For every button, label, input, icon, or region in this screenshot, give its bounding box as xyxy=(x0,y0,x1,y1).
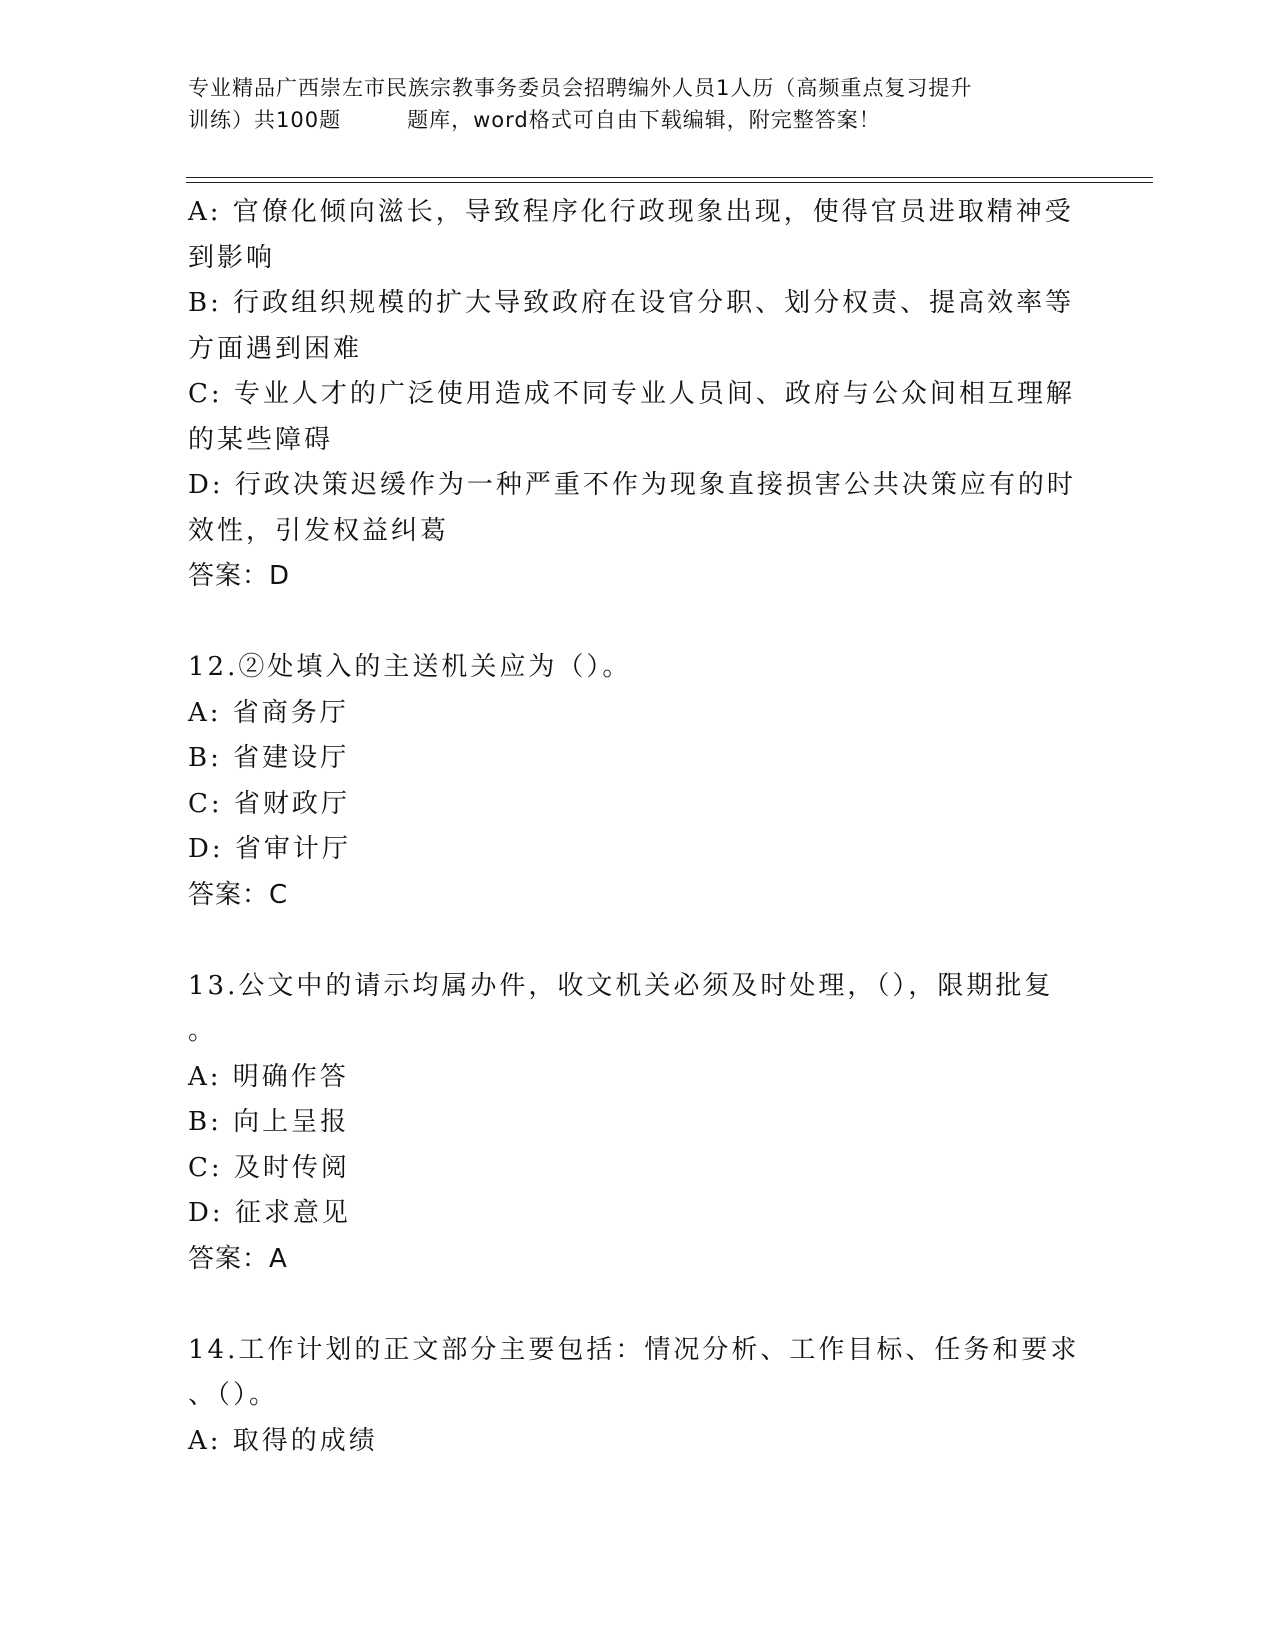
question-11-block xyxy=(188,190,1088,600)
document-body xyxy=(188,190,1088,1464)
q11-option-c-line-1: C: 专业人才的广泛使用造成不同专业人员间、政府与公众间相互理解 xyxy=(188,379,1075,409)
header-rule-bottom xyxy=(186,182,1153,183)
q13-option-a: A: 明确作答 xyxy=(188,1061,349,1092)
spacer xyxy=(188,600,1088,646)
question-13-block xyxy=(188,964,1088,1283)
q14-option-a: A: 取得的成绩 xyxy=(188,1425,378,1456)
q12-answer: 答案：C xyxy=(188,879,289,910)
header-rule-top xyxy=(186,177,1153,178)
question-14-block xyxy=(188,1328,1088,1465)
q14-question-line-2: 、（）。 xyxy=(188,1380,279,1410)
q11-option-b-line-1: B: 行政组织规模的扩大导致政府在设官分职、划分权责、提高效率等 xyxy=(188,288,1075,318)
question-12-block xyxy=(188,645,1088,918)
q11-option-d-line-1: D: 行政决策迟缓作为一种严重不作为现象直接损害公共决策应有的时 xyxy=(188,470,1076,500)
q13-option-c: C: 及时传阅 xyxy=(188,1152,350,1183)
header-title-line-2: 训练）共100题 题库，word格式可自由下载编辑，附完整答案！ xyxy=(188,108,881,132)
spacer xyxy=(188,1282,1088,1328)
spacer xyxy=(188,918,1088,964)
q12-option-d: D: 省审计厅 xyxy=(188,834,351,864)
q11-option-a-line-2: 到影响 xyxy=(188,242,276,273)
q13-option-d: D: 征求意见 xyxy=(188,1198,351,1228)
q13-question-line-1: 13.公文中的请示均属办件，收文机关必须及时处理，（），限期批复 xyxy=(188,970,1054,1001)
q11-option-d-line-2: 效性，引发权益纠葛 xyxy=(188,515,450,546)
q13-question-line-2: 。 xyxy=(188,1016,218,1046)
q12-question: 12.②处填入的主送机关应为（）。 xyxy=(188,652,632,682)
q13-answer: 答案：A xyxy=(188,1243,288,1274)
q12-option-b: B: 省建设厅 xyxy=(188,743,350,773)
header-title-line-1: 专业精品广西崇左市民族宗教事务委员会招聘编外人员1人历（高频重点复习提升 xyxy=(188,76,973,100)
q11-answer: 答案：D xyxy=(188,561,291,591)
q13-option-b: B: 向上呈报 xyxy=(188,1107,350,1137)
page-header xyxy=(188,72,1088,136)
q12-option-c: C: 省财政厅 xyxy=(188,788,350,819)
q11-option-b-line-2: 方面遇到困难 xyxy=(188,333,363,364)
q14-question-line-1: 14.工作计划的正文部分主要包括：情况分析、工作目标、任务和要求 xyxy=(188,1334,1080,1365)
q11-option-a-line-1: A: 官僚化倾向滋长，导致程序化行政现象出现，使得官员进取精神受 xyxy=(188,197,1074,227)
q12-option-a: A: 省商务厅 xyxy=(188,697,349,728)
q11-option-c-line-2: 的某些障碍 xyxy=(188,424,334,455)
